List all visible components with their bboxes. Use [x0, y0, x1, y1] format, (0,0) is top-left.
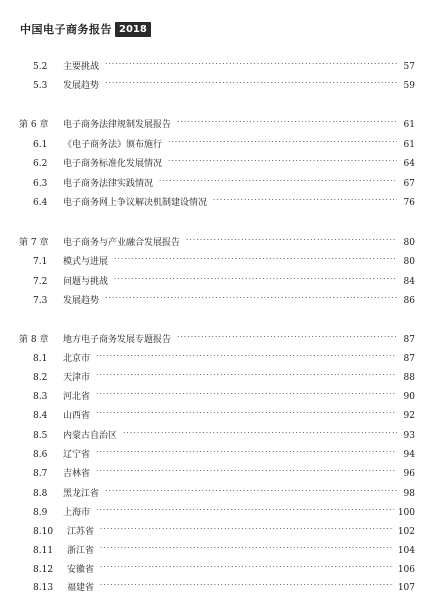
- toc-chapter-title: 电子商务法律规制发展报告: [63, 120, 172, 130]
- toc-entry-page: 93: [403, 431, 415, 441]
- toc-chapter-entry[interactable]: [19, 235, 415, 249]
- toc-entry-title: 北京市: [63, 354, 91, 364]
- toc-entry-page: 64: [403, 159, 415, 169]
- toc-dot-leader: [96, 466, 397, 476]
- toc-entry-page: 87: [403, 354, 415, 364]
- toc-dot-leader: [105, 59, 397, 69]
- toc-dot-leader: [177, 332, 397, 342]
- toc-entry-page: 106: [397, 565, 415, 575]
- toc-dot-leader: [114, 254, 397, 264]
- toc-entry-title: 天津市: [63, 373, 91, 383]
- toc-entry[interactable]: [33, 137, 415, 151]
- toc-entry[interactable]: [33, 293, 415, 307]
- toc-entry-title: 上海市: [63, 508, 91, 518]
- toc-entry[interactable]: [33, 408, 415, 422]
- toc-entry-number: 7.3: [33, 296, 48, 306]
- toc-entry-number: 8.5: [33, 431, 48, 441]
- toc-entry-title: 发展趋势: [63, 296, 100, 306]
- toc-entry-number: 6.4: [33, 198, 48, 208]
- toc-entry[interactable]: [33, 59, 415, 73]
- toc-dot-leader: [168, 137, 397, 147]
- toc-entry[interactable]: [33, 195, 415, 209]
- toc-entry-page: 104: [397, 546, 415, 556]
- toc-entry-page: 98: [403, 489, 415, 499]
- toc-chapter-number: 第 7 章: [19, 238, 49, 248]
- toc-entry[interactable]: [33, 562, 415, 576]
- toc-entry[interactable]: [33, 543, 415, 557]
- toc-dot-leader: [96, 408, 397, 418]
- toc-entry-number: 8.7: [33, 469, 48, 479]
- toc-entry-number: 8.4: [33, 411, 48, 421]
- toc-entry-title: 浙江省: [67, 546, 95, 556]
- toc-entry-title: 山西省: [63, 411, 91, 421]
- toc-entry-title: 河北省: [63, 392, 91, 402]
- toc-entry[interactable]: [33, 389, 415, 403]
- toc-entry-title: 内蒙古自治区: [63, 431, 118, 441]
- toc-dot-leader: [100, 524, 394, 534]
- toc-entry-title: 福建省: [67, 583, 95, 593]
- report-title: 中国电子商务报告: [20, 23, 112, 36]
- toc-entry-page: 90: [403, 392, 415, 402]
- toc-chapter-title: 地方电子商务发展专题报告: [63, 335, 172, 345]
- toc-entry-page: 80: [403, 238, 415, 248]
- toc-entry-page: 76: [403, 198, 415, 208]
- toc-entry-title: 黑龙江省: [63, 489, 100, 499]
- toc-entry-number: 8.1: [33, 354, 48, 364]
- toc-entry[interactable]: [33, 466, 415, 480]
- toc-entry-page: 100: [397, 508, 415, 518]
- toc-entry-page: 107: [397, 583, 415, 593]
- toc-entry[interactable]: [33, 505, 415, 519]
- toc-entry-number: 8.13: [33, 583, 54, 593]
- report-year-badge: 2018: [115, 22, 151, 37]
- toc-entry-page: 94: [403, 450, 415, 460]
- toc-entry-title: 江苏省: [67, 527, 95, 537]
- toc-entry[interactable]: [33, 486, 415, 500]
- toc-entry-page: 59: [403, 81, 415, 91]
- toc-entry-number: 6.2: [33, 159, 48, 169]
- toc-entry-number: 7.1: [33, 257, 48, 267]
- toc-entry-number: 8.6: [33, 450, 48, 460]
- toc-dot-leader: [186, 235, 397, 245]
- toc-entry-title: 问题与挑战: [63, 277, 109, 287]
- toc-entry[interactable]: [33, 274, 415, 288]
- toc-entry-page: 96: [403, 469, 415, 479]
- toc-entry-title: 电子商务网上争议解决机制建设情况: [63, 198, 208, 208]
- toc-dot-leader: [96, 447, 397, 457]
- toc-dot-leader: [105, 78, 397, 88]
- toc-entry-number: 8.8: [33, 489, 48, 499]
- toc-dot-leader: [159, 176, 397, 186]
- toc-entry-page: 88: [403, 373, 415, 383]
- toc-dot-leader: [96, 389, 397, 399]
- toc-chapter-title: 电子商务与产业融合发展报告: [63, 238, 181, 248]
- toc-entry-page: 61: [403, 120, 415, 130]
- toc-dot-leader: [105, 486, 397, 496]
- toc-entry-title: 电子商务标准化发展情况: [63, 159, 163, 169]
- toc-chapter-entry[interactable]: [19, 332, 415, 346]
- toc-entry-number: 7.2: [33, 277, 48, 287]
- toc-chapter-entry[interactable]: [19, 117, 415, 131]
- toc-entry-number: 5.3: [33, 81, 48, 91]
- toc-entry-title: 主要挑战: [63, 62, 100, 72]
- toc-entry-title: 发展趋势: [63, 81, 100, 91]
- toc-entry-page: 61: [403, 140, 415, 150]
- toc-dot-leader: [100, 562, 394, 572]
- toc-entry-number: 8.11: [33, 546, 54, 556]
- toc-entry-page: 80: [403, 257, 415, 267]
- toc-dot-leader: [96, 370, 397, 380]
- toc-entry[interactable]: [33, 524, 415, 538]
- toc-entry-title: 辽宁省: [63, 450, 91, 460]
- toc-entry-title: 安徽省: [67, 565, 95, 575]
- toc-dot-leader: [213, 195, 397, 205]
- toc-entry-number: 6.3: [33, 179, 48, 189]
- toc-dot-leader: [114, 274, 397, 284]
- toc-entry-title: 吉林省: [63, 469, 91, 479]
- toc-entry[interactable]: [33, 370, 415, 384]
- toc-entry-page: 102: [397, 527, 415, 537]
- toc-entry-number: 8.9: [33, 508, 48, 518]
- toc-dot-leader: [100, 580, 394, 590]
- toc-entry-page: 67: [403, 179, 415, 189]
- toc-entry[interactable]: [33, 447, 415, 461]
- toc-entry-number: 6.1: [33, 140, 48, 150]
- toc-entry-number: 5.2: [33, 62, 48, 72]
- toc-entry-number: 8.12: [33, 565, 54, 575]
- toc-entry-page: 87: [403, 335, 415, 345]
- toc-entry[interactable]: [33, 428, 415, 442]
- toc-dot-leader: [105, 293, 397, 303]
- toc-entry[interactable]: [33, 580, 415, 594]
- toc-entry-page: 57: [403, 62, 415, 72]
- toc-entry-number: 8.10: [33, 527, 54, 537]
- toc-dot-leader: [168, 156, 397, 166]
- toc-dot-leader: [96, 505, 394, 515]
- toc-entry[interactable]: [33, 176, 415, 190]
- toc-dot-leader: [100, 543, 394, 553]
- toc-dot-leader: [96, 351, 397, 361]
- toc-entry[interactable]: [33, 156, 415, 170]
- toc-dot-leader: [123, 428, 397, 438]
- toc-entry-title: 电子商务法律实践情况: [63, 179, 154, 189]
- toc-entry-number: 8.2: [33, 373, 48, 383]
- toc-entry-page: 84: [403, 277, 415, 287]
- toc-entry-title: 模式与进展: [63, 257, 109, 267]
- toc-entry-title: 《电子商务法》颁布施行: [63, 140, 163, 150]
- toc-entry-page: 86: [403, 296, 415, 306]
- toc-dot-leader: [177, 117, 397, 127]
- toc-entry[interactable]: [33, 254, 415, 268]
- toc-entry[interactable]: [33, 78, 415, 92]
- toc-chapter-number: 第 8 章: [19, 335, 49, 345]
- toc-entry-page: 92: [403, 411, 415, 421]
- toc-entry-number: 8.3: [33, 392, 48, 402]
- toc-entry[interactable]: [33, 351, 415, 365]
- toc-chapter-number: 第 6 章: [19, 120, 49, 130]
